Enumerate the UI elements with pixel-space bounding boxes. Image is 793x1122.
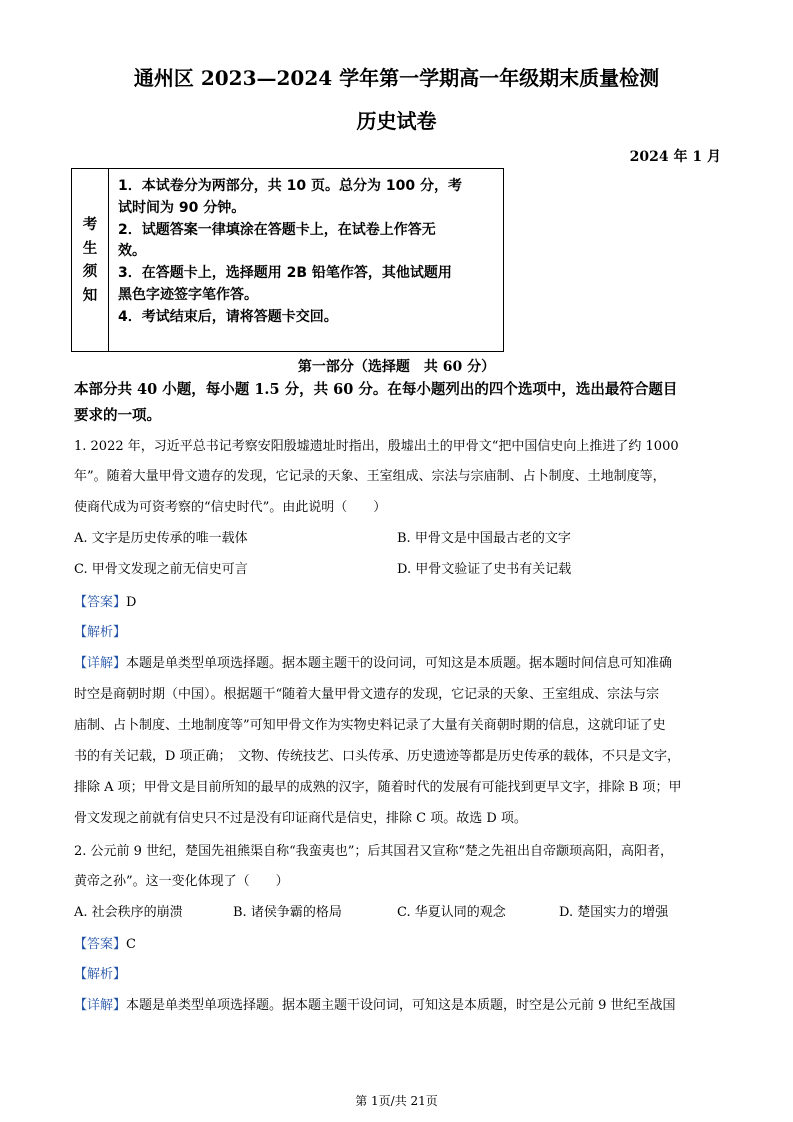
q2-stem-line: 2. 公元前 9 世纪，楚国先祖熊渠自称“我蛮夷也”；后其国君又宣称“楚之先祖出自帝颛顼高阳，高阳者，	[74, 844, 674, 859]
q1-stem-line: 使商代成为可资考察的“信史时代”。由此说明（ ）	[74, 500, 387, 515]
notice-line: 3．在答题卡上，选择题用 2B 铅笔作答，其他试题用	[118, 265, 452, 282]
notice-items	[109, 169, 503, 351]
q2-option-a: A. 社会秩序的崩溃	[74, 905, 183, 920]
analysis-label: 【解析】	[74, 967, 127, 982]
notice-heading-char: 须	[82, 263, 98, 280]
candidate-notice-box	[71, 168, 504, 352]
q1-option-b: B. 甲骨文是中国最古老的文字	[397, 531, 571, 546]
answer-label: 【答案】	[74, 595, 127, 610]
q1-option-c: C. 甲骨文发现之前无信史可言	[74, 562, 248, 577]
notice-line: 试时间为 90 分钟。	[118, 199, 246, 216]
exam-subtitle: 历史试卷	[356, 109, 437, 133]
section-title: 第一部分（选择题 共 60 分）	[297, 359, 496, 375]
detail-text: 本题是单类型单项选择题。据本题主题干设问词，可知这是本质题，时空是公元前 9 世纪至战国	[126, 998, 676, 1013]
analysis-label: 【解析】	[74, 625, 127, 640]
q2-analysis	[74, 963, 126, 982]
detail-label: 【详解】	[74, 998, 127, 1013]
q1-stem-line: 年”。随着大量甲骨文遗存的发现，它记录的天象、王室组成、宗法与宗庙制、占卜制度、土地制度等，	[74, 469, 666, 484]
q2-detail-line	[74, 994, 676, 1013]
notice-line: 1．本试卷分为两部分，共 10 页。总分为 100 分，考	[118, 178, 462, 194]
exam-title: 通州区 2023—2024 学年第一学期高一年级期末质量检测	[133, 66, 660, 90]
answer-value: D	[126, 595, 137, 610]
q1-detail-line: 书的有关记载，D 项正确； 文物、传统技艺、口头传承、历史遗迹等都是历史传承的载体，不只是文字，	[74, 749, 681, 764]
q1-detail-line: 庙制、占卜制度、土地制度等”可知甲骨文作为实物史料记录了大量有关商朝时期的信息，这就印证了史	[74, 718, 666, 733]
q1-stem-line: 1. 2022 年，习近平总书记考察安阳殷墟遗址时指出，殷墟出土的甲骨文“把中国信史向上推进了约 1000	[74, 439, 679, 454]
q2-option-c: C. 华夏认同的观念	[397, 905, 506, 920]
notice-line: 黑色字迹签字笔作答。	[118, 286, 258, 303]
exam-date: 2024 年 1 月	[629, 149, 721, 165]
detail-label: 【详解】	[74, 656, 127, 671]
q1-option-d: D. 甲骨文验证了史书有关记载	[397, 562, 572, 577]
notice-line: 效。	[118, 243, 146, 260]
notice-line: 2．试题答案一律填涂在答题卡上，在试卷上作答无	[118, 221, 436, 238]
instructions-line: 本部分共 40 小题，每小题 1.5 分，共 60 分。在每小题列出的四个选项中，选出最符合题目	[74, 381, 678, 398]
q1-answer	[74, 591, 136, 610]
answer-label: 【答案】	[74, 937, 127, 952]
q1-detail-line: 骨文发现之前就有信史只不过是没有印证商代是信史，排除 C 项。故选 D 项。	[74, 811, 527, 826]
notice-heading	[72, 169, 109, 351]
q2-stem-line: 黄帝之孙”。这一变化体现了（ ）	[74, 874, 289, 889]
q1-detail-line: 时空是商朝时期（中国）。根据题干“随着大量甲骨文遗存的发现，它记录的天象、王室组成、宗法与宗	[74, 687, 660, 702]
notice-line: 4．考试结束后，请将答题卡交回。	[118, 308, 338, 325]
page-footer: 第 1页/共 21页	[355, 1094, 438, 1108]
q1-analysis	[74, 621, 126, 640]
detail-text: 本题是单类型单项选择题。据本题主题干的设问词，可知这是本质题。据本题时间信息可知准确	[126, 656, 673, 671]
notice-heading-char: 知	[82, 286, 98, 304]
notice-heading-char: 考	[82, 216, 98, 233]
q1-detail-line	[74, 652, 672, 671]
q2-option-d: D. 楚国实力的增强	[559, 905, 669, 920]
q1-option-a: A. 文字是历史传承的唯一载体	[74, 531, 248, 546]
q1-detail-line: 排除 A 项；甲骨文是目前所知的最早的成熟的汉字，随着时代的发展有可能找到更早文字，排除 B 项；甲	[74, 780, 682, 795]
q2-answer	[74, 933, 136, 952]
notice-heading-char: 生	[82, 239, 98, 257]
answer-value: C	[126, 937, 136, 952]
q2-option-b: B. 诸侯争霸的格局	[233, 905, 342, 920]
instructions-line: 要求的一项。	[74, 407, 161, 424]
